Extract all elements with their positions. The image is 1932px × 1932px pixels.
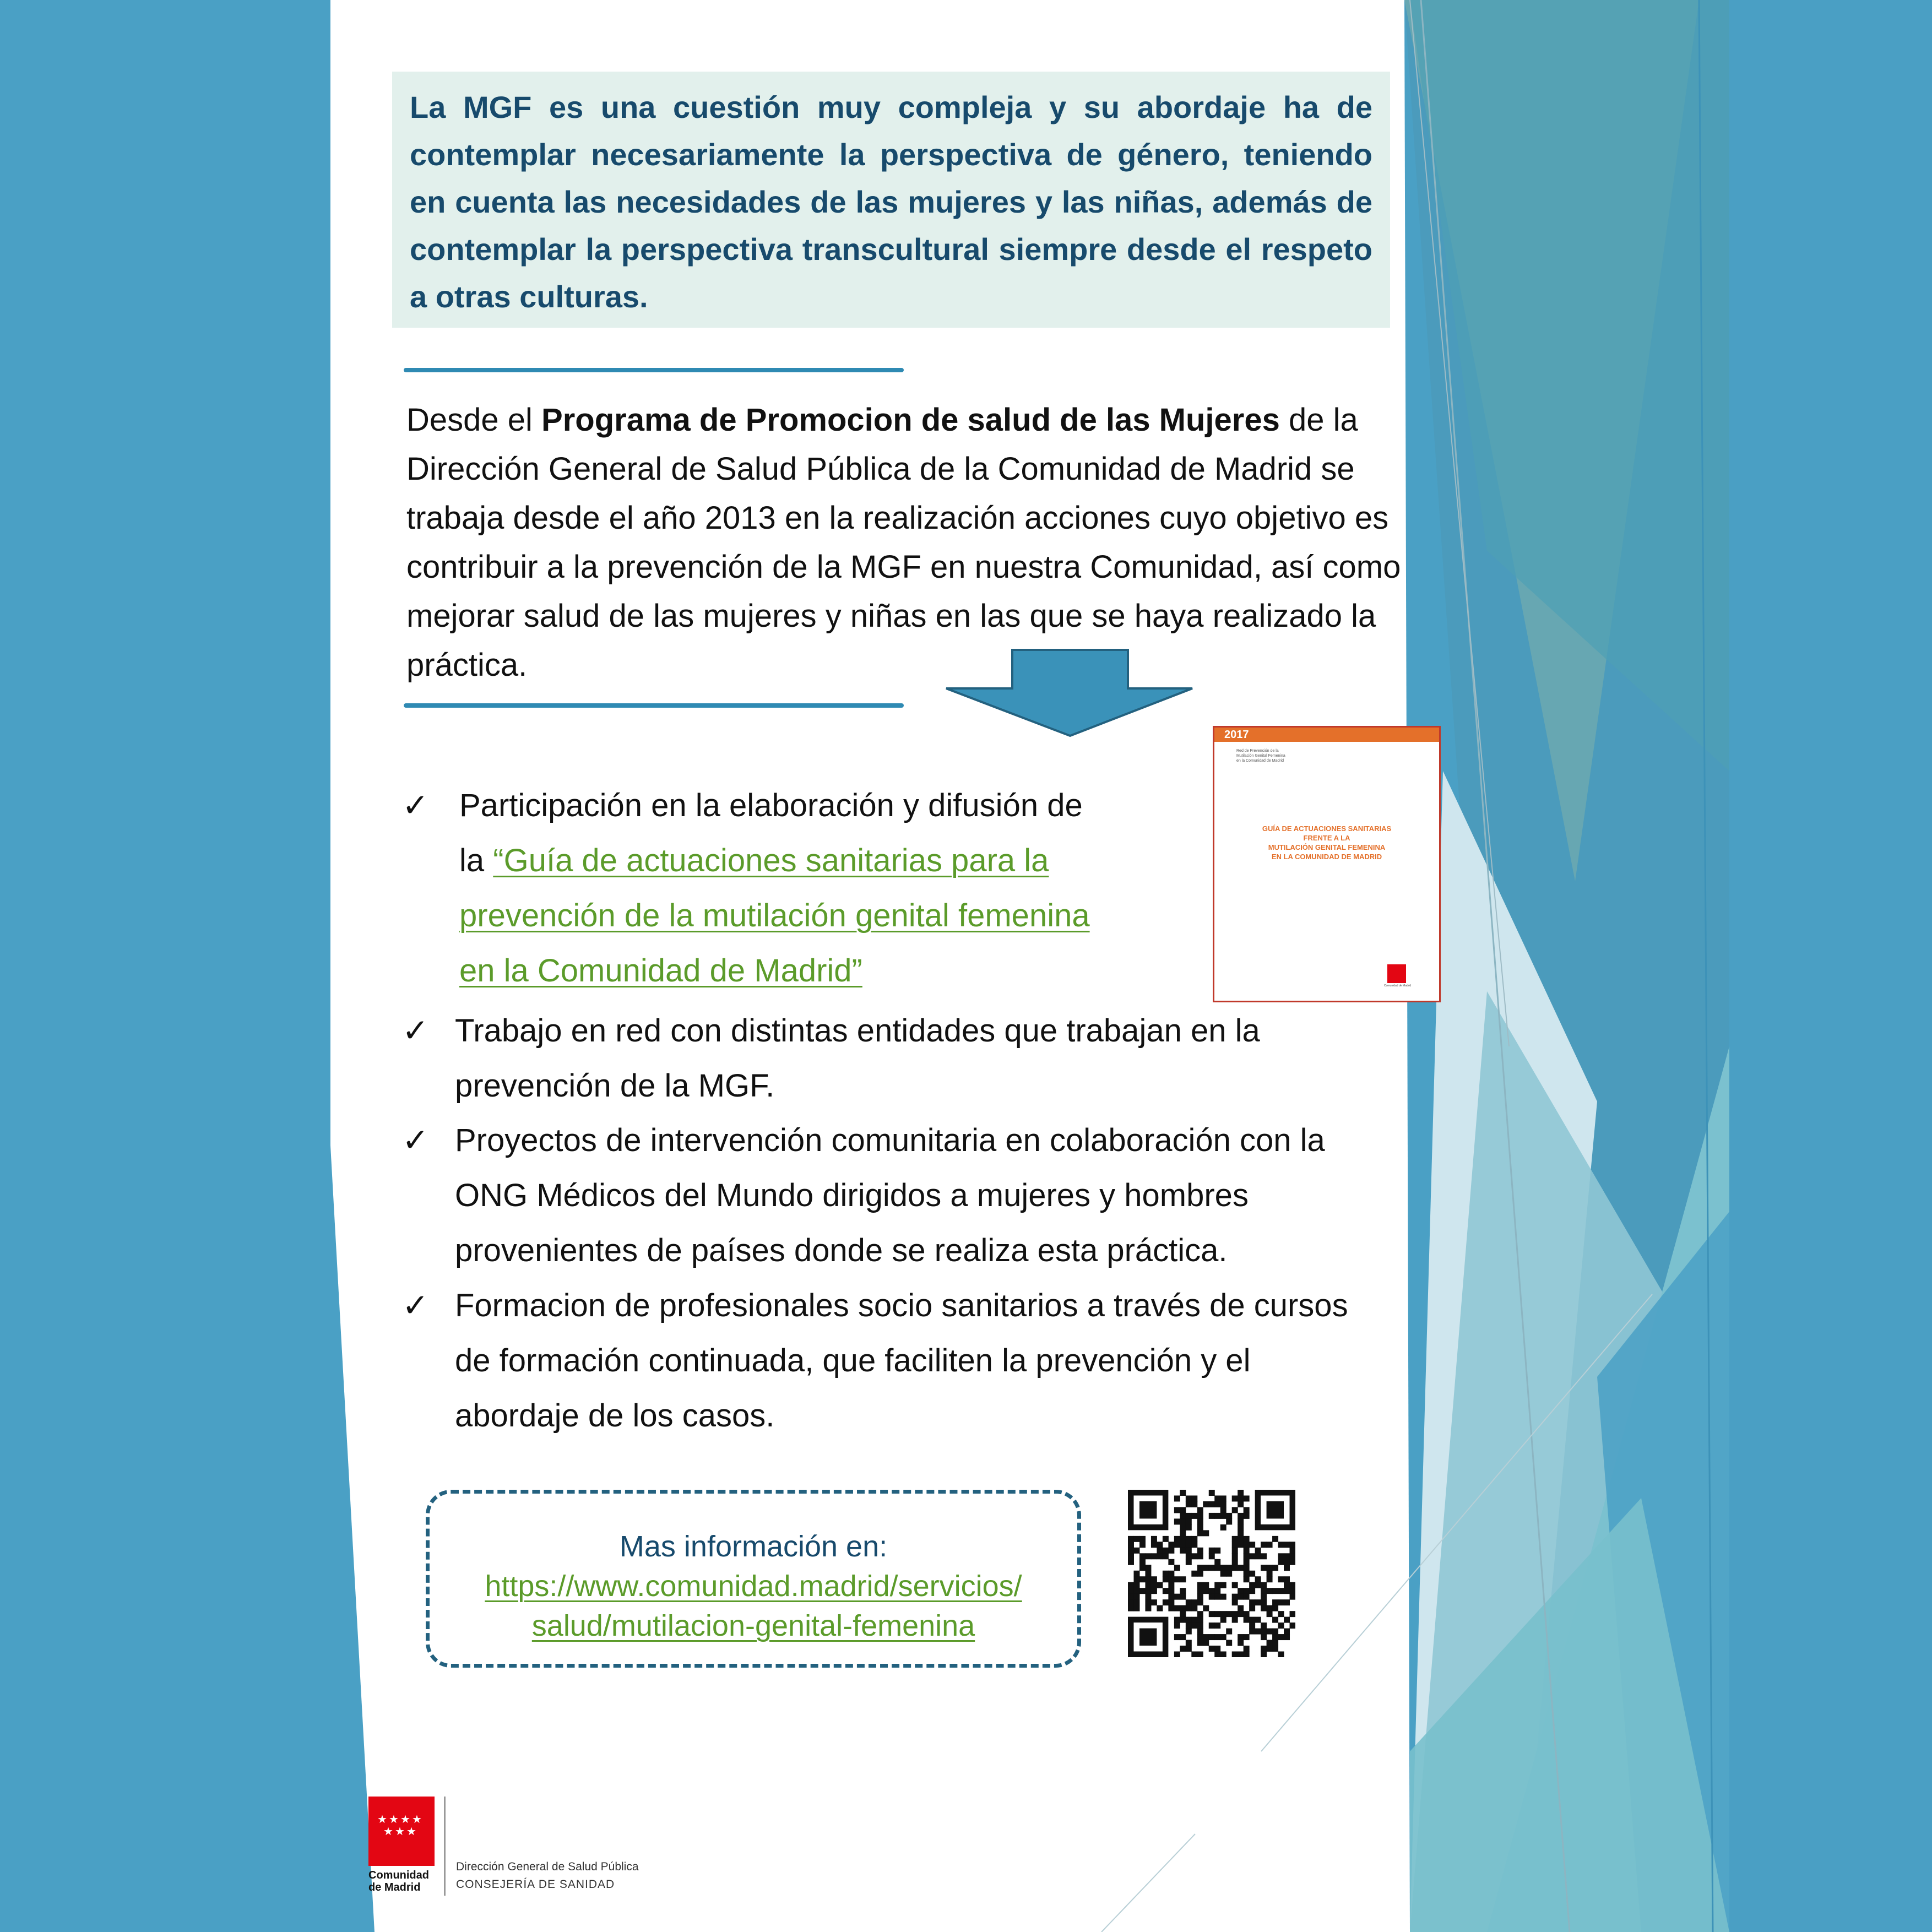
intro-lead: Desde el (406, 402, 542, 438)
svg-text:★: ★ (400, 1812, 410, 1826)
svg-text:★: ★ (395, 1825, 405, 1838)
item-text: prevención de la MGF. (455, 1068, 775, 1104)
logo-caption-line: Comunidad (368, 1869, 429, 1881)
footer-separator (444, 1797, 446, 1896)
cover-logo-text: Comunidad de Madrid (1384, 984, 1412, 987)
key-message-callout (392, 72, 1390, 328)
svg-text:★: ★ (377, 1812, 387, 1826)
item-text: provenientes de países donde se realiza esta práctica. (455, 1233, 1228, 1268)
guide-link[interactable]: “Guía de actuaciones sanitarias para la (493, 843, 1049, 878)
item-text: Proyectos de intervención comunitaria en colaboración con la (455, 1122, 1325, 1158)
cover-year: 2017 (1224, 729, 1249, 741)
more-info-link[interactable]: https://www.comunidad.madrid/servicios/ (485, 1570, 1022, 1603)
key-message-text: La MGF es una cuestión muy compleja y su abordaje ha de contemplar necesariamente la perspectiva de género, teniendo en cuenta las necesidades de las mujeres y las niñas, además de contemplar la perspectiva transcultural siempre desde el respeto a otras culturas. (410, 90, 1372, 314)
list-item (402, 1278, 1448, 1443)
checkmark-icon: ✓ (402, 1288, 429, 1323)
item-text: Formacion de profesionales socio sanitarios a través de cursos (455, 1288, 1348, 1323)
guide-link[interactable]: en la Comunidad de Madrid” (459, 953, 862, 989)
svg-text:★: ★ (389, 1812, 399, 1826)
list-item (402, 778, 1173, 998)
logo-caption (368, 1869, 429, 1893)
svg-text:★: ★ (412, 1812, 422, 1826)
item-text: abordaje de los casos. (455, 1398, 775, 1434)
more-info-box (426, 1490, 1081, 1668)
cover-title: MUTILACIÓN GENITAL FEMENINA (1268, 843, 1386, 851)
item-text: la (459, 843, 493, 878)
checkmark-icon: ✓ (402, 1122, 429, 1158)
logo-caption-line: de Madrid (368, 1881, 421, 1893)
svg-text:★: ★ (406, 1825, 416, 1838)
madrid-logo-small (1387, 964, 1406, 983)
list-item (402, 1113, 1448, 1278)
cover-title: FRENTE A LA (1303, 834, 1350, 842)
svg-text:★: ★ (383, 1825, 393, 1838)
item-text: Trabajo en red con distintas entidades que trabajan en la (455, 1013, 1260, 1049)
list-item (402, 1003, 1448, 1114)
qr-code-icon[interactable] (1128, 1490, 1295, 1657)
item-text: de formación continuada, que faciliten la prevención y el (455, 1343, 1251, 1379)
cover-note: Red de Prevención de la Mutilación Genital Femenina en la Comunidad de Madrid (1236, 749, 1285, 763)
checkmark-icon: ✓ (402, 1013, 429, 1049)
cover-title: GUÍA DE ACTUACIONES SANITARIAS (1262, 824, 1392, 833)
guide-cover-image[interactable] (1213, 726, 1441, 1002)
more-info-label: Mas información en: (619, 1530, 888, 1563)
intro-rest: de la Dirección General de Salud Pública de la Comunidad de Madrid se trabaja desde el año 2013 en la realización acciones cuyo objetivo es contribuir a la prevención de la MGF en nuestra Comunidad, así como mejorar salud de las mujeres y niñas en las que se haya realizado la práctica. (406, 402, 1401, 683)
guide-link[interactable]: prevención de la mutilación genital femenina (459, 898, 1090, 934)
checkmark-icon: ✓ (402, 788, 429, 823)
intro-paragraph (406, 395, 1436, 690)
comunidad-madrid-logo (368, 1797, 436, 1867)
program-name: Programa de Promocion de salud de las Mujeres (541, 402, 1280, 438)
footer-consejeria: CONSEJERÍA DE SANIDAD (456, 1878, 615, 1891)
item-text: Participación en la elaboración y difusión de (459, 788, 1083, 823)
cover-title: EN LA COMUNIDAD DE MADRID (1271, 853, 1382, 861)
item-text: ONG Médicos del Mundo dirigidos a mujeres y hombres (455, 1177, 1249, 1213)
divider-bottom (404, 703, 904, 708)
more-info-link[interactable]: salud/mutilacion-genital-femenina (531, 1609, 975, 1642)
divider-top (404, 368, 904, 372)
footer-department: Dirección General de Salud Pública (456, 1860, 639, 1873)
